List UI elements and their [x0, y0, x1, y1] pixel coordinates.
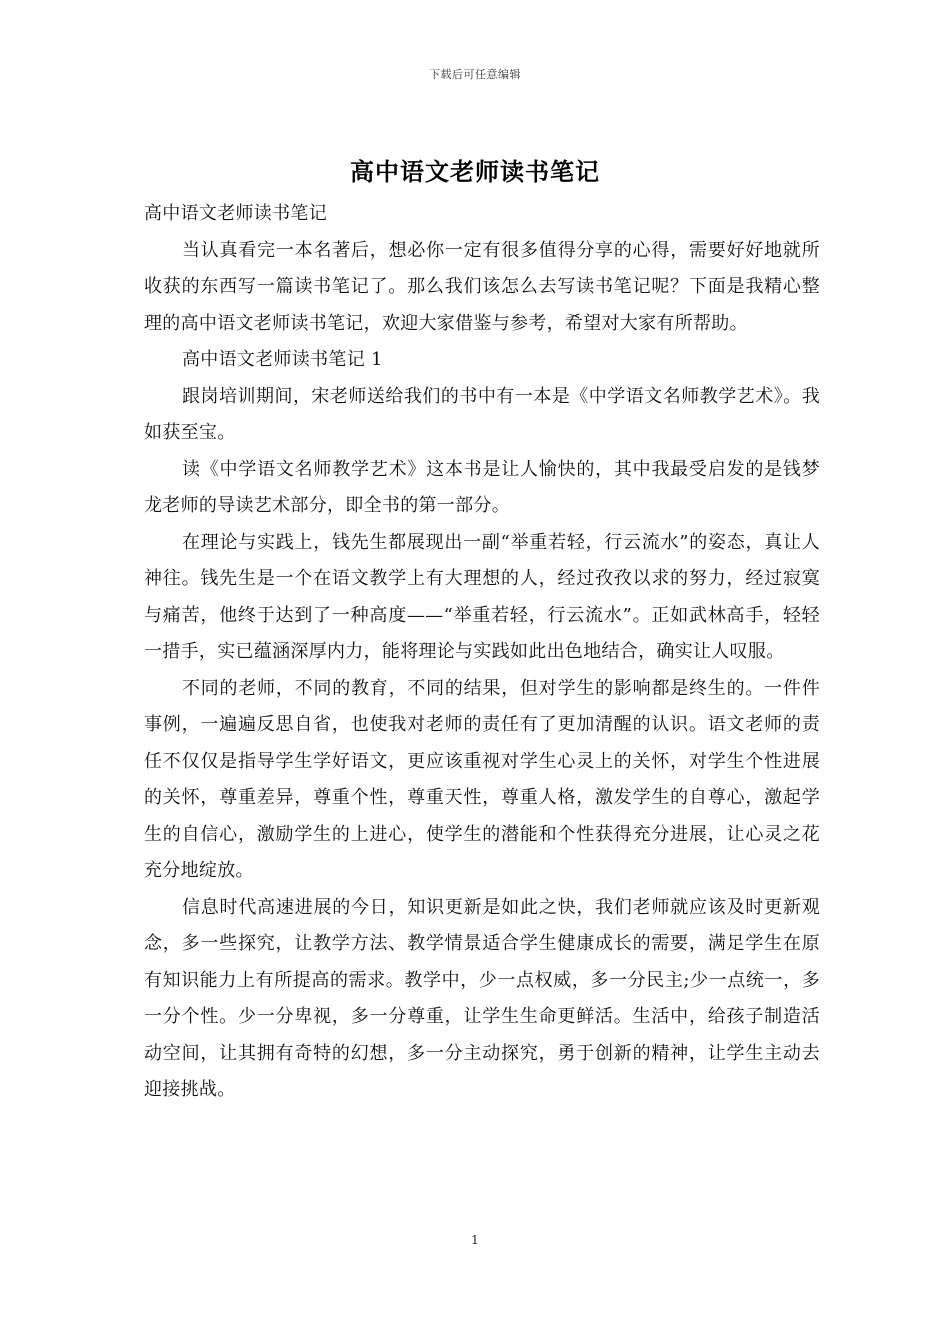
document-title: 高中语文老师读书笔记	[350, 157, 600, 186]
body-paragraph: 不同的老师，不同的教育，不同的结果，但对学生的影响都是终生的。一件件事例，一遍遍反思自省，也使我对老师的责任有了更加清醒的认识。语文老师的责任不仅仅是指导学生学好语文，更应该重视对学生心灵上的关怀，对学生个性进展的关怀，尊重差异，尊重个性，尊重天性，尊重人格，激发学生的自尊心，激起学生的自信心，激励学生的上进心，使学生的潜能和个性获得充分进展，让心灵之花充分地绽放。	[144, 677, 820, 881]
body-paragraph: 读《中学语文名师教学艺术》这本书是让人愉快的，其中我最受启发的是钱梦龙老师的导读艺术部分，即全书的第一部分。	[144, 458, 820, 516]
document-body	[144, 196, 820, 1109]
header-note: 下载后可任意编辑	[429, 68, 521, 81]
subtitle-paragraph: 高中语文老师读书笔记	[144, 203, 327, 224]
body-paragraph: 在理论与实践上，钱先生都展现出一副“举重若轻，行云流水”的姿态，真让人神往。钱先生是一个在语文教学上有大理想的人，经过孜孜以求的努力，经过寂寞与痛苦，他终于达到了一种高度——“举重若轻，行云流水”。正如武林高手，轻轻一措手，实已蕴涵深厚内力，能将理论与实践如此出色地结合，确实让人叹服。	[144, 531, 820, 662]
body-paragraph: 信息时代高速进展的今日，知识更新是如此之快，我们老师就应该及时更新观念，多一些探究，让教学方法、教学情景适合学生健康成长的需要，满足学生在原有知识能力上有所提高的需求。教学中，少一点权威，多一分民主;少一点统一，多一分个性。少一分卑视，多一分尊重，让学生生命更鲜活。生活中，给孩子制造活动空间，让其拥有奇特的幻想，多一分主动探究，勇于创新的精神，让学生主动去迎接挑战。	[144, 896, 820, 1100]
page-number: 1	[471, 1233, 479, 1247]
body-paragraph: 跟岗培训期间，宋老师送给我们的书中有一本是《中学语文名师教学艺术》。我如获至宝。	[144, 385, 820, 443]
section-heading: 高中语文老师读书笔记 1	[182, 349, 383, 370]
intro-paragraph: 当认真看完一本名著后，想必你一定有很多值得分享的心得，需要好好地就所收获的东西写一篇读书笔记了。那么我们该怎么去写读书笔记呢？下面是我精心整理的高中语文老师读书笔记，欢迎大家借鉴与参考，希望对大家有所帮助。	[144, 239, 820, 334]
